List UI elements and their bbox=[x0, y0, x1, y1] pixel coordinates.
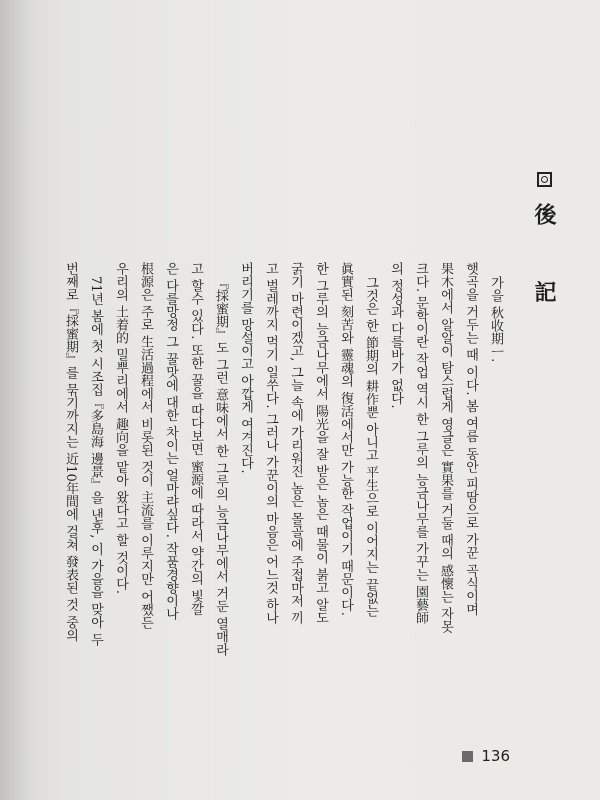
body-text bbox=[58, 262, 508, 692]
text-column: 우리의 土着的 밀뿌리에서 趣向을 맡아 왔다고 할 것이다. bbox=[113, 262, 128, 595]
text-column: 根源은 주로 生活過程에서 비롯된 것이 主流를 이루지만 어쨌든 bbox=[138, 262, 153, 629]
text-column: 고 할수 있다. 또한 꿀을 따다보면 蜜源에 따라서 약간의 빛깔 bbox=[188, 262, 203, 616]
page-number: 136 bbox=[481, 747, 510, 765]
text-column: 眞實된 刻苦와 靈魂의 復活에서만 가능한 작업이기 때문이다. bbox=[338, 262, 353, 616]
text-column: 果木에서 알알이 탐스럽게 영글은 實果를 거둘 때의 感懷는 자못 bbox=[438, 262, 453, 634]
page-footer bbox=[462, 747, 510, 765]
text-column: 햇곡을 거두는 때 이다. 봄 여름 동안 피땀으로 가꾼 곡식이며 bbox=[463, 262, 478, 616]
page-binding-shadow bbox=[0, 0, 34, 800]
text-column: 번째로『採蜜期』를 묶기까지는 近10年間에 걸쳐 發表된 것 중의 bbox=[63, 262, 78, 642]
text-column: 그것은 한 節期의 耕作뿐 아니고 平生으로 이어지는 끝없는 bbox=[363, 276, 378, 617]
heading-title: 後 記 bbox=[531, 203, 557, 327]
page-number-square-icon bbox=[462, 751, 473, 762]
text-column: 고 벌레까지 먹기 일쑤다. 그러나 가꾼이의 마음은 어느것 하나 bbox=[263, 262, 278, 625]
heading-bullet-icon bbox=[537, 172, 552, 187]
text-column: 의 정성과 다를바가 없다. bbox=[388, 262, 403, 409]
text-column: 크다. 문학이란 작업 역시 한 그루의 능금나무를 가꾸는 園藝師 bbox=[413, 262, 428, 625]
afterword-heading bbox=[529, 172, 560, 327]
text-column: 한 그루의 능금나무에서 陽光을 잘 받은 놈은 때물이 붉고 알도 bbox=[313, 262, 328, 625]
text-column: 굵기 마련이겠고, 그늘 속에 가리워진 놈은 몰골에 주접마저 끼 bbox=[288, 262, 303, 625]
text-column: 가을 秋收期ㅡ. bbox=[488, 276, 503, 363]
text-column: 71년 봄에 첫 시조집『多島海 邊景』을 낸후, 이 가을을 맞아 두 bbox=[88, 276, 103, 646]
text-column: 은 다를망정 그 꿀맛에 대한 차이는 얼마랴싶다. 작품경향이나 bbox=[163, 262, 178, 621]
text-column: 『採蜜期』도 그런 意味에서 한 그루의 능금나무에서 거둔 열매라 bbox=[213, 276, 228, 656]
text-column: 버리기를 망설이고 아깝게 여겨진다. bbox=[238, 262, 253, 474]
